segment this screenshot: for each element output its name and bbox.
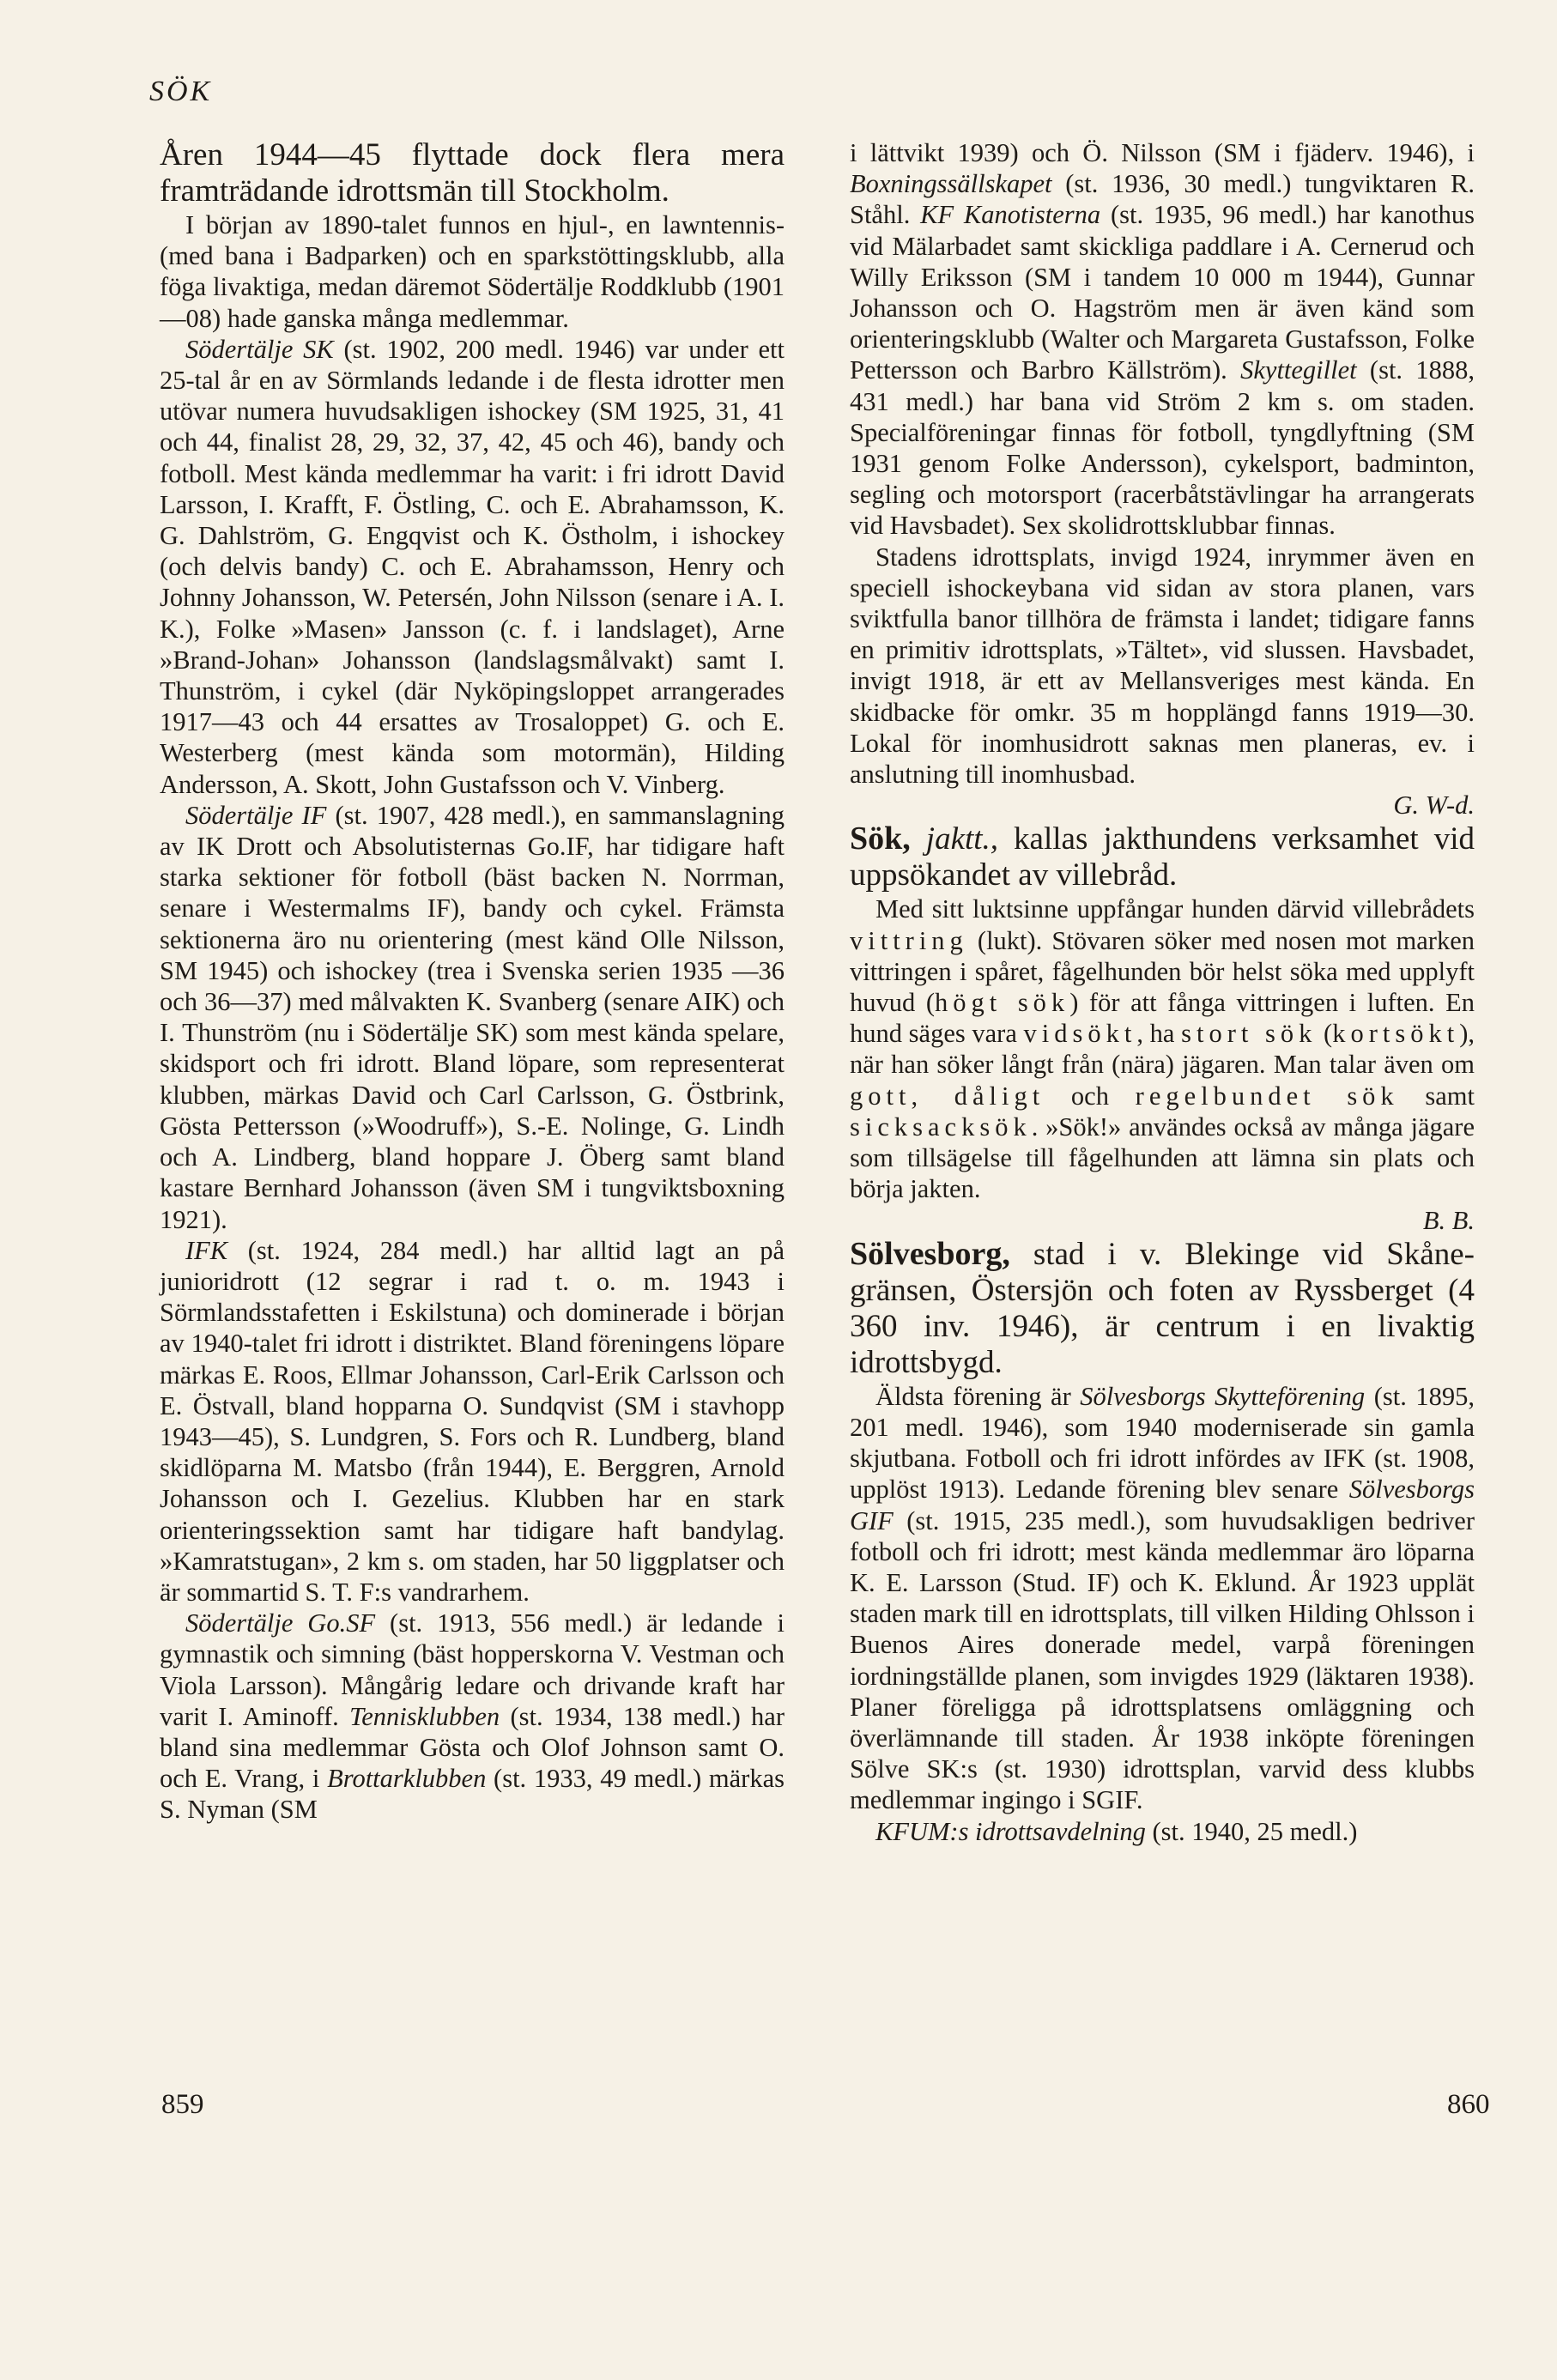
- club-name: Sölvesborgs GIF: [850, 1475, 1475, 1535]
- paragraph-sok: [850, 893, 1475, 1204]
- paragraph-early-clubs: I början av 1890-talet funnos en hjul-, en lawntennis- (med bana i Badparken) och en sparkstöttingsklubb, alla föga livaktiga, medan däremot Södertälje Roddklubb (1901—08) hade ganska många medlemmar.: [160, 210, 785, 333]
- paragraph-text: Med sitt luktsinne uppfångar hunden därvid villebrådets: [875, 894, 1475, 924]
- paragraph-gosf: [160, 1608, 785, 1825]
- paragraph-text: och: [1045, 1081, 1136, 1111]
- right-column: [850, 137, 1475, 1847]
- paragraph-ifk: [160, 1235, 785, 1608]
- club-name: IFK: [185, 1235, 228, 1265]
- author-signature: B. B.: [1422, 1205, 1475, 1235]
- spaced-term: vittring: [850, 925, 968, 955]
- paragraph-text: (st. 1888, 431 medl.) har bana vid Ström 2 km s. om staden. Specialföreningar finnas för fotboll, tyngdlyftning (SM 1931 genom Folke Andersson), cykelsport, badminton, segling och motorsport (racerbåtstävlingar ha arrangerats vid Havsbadet). Sex skolidrottsklubbar finnas.: [850, 355, 1475, 541]
- paragraph-text: (st. 1934, 138 medl.) har bland sina medlemmar Gösta och Olof Johnson samt O. och E. Vrang, i: [160, 1701, 785, 1794]
- paragraph-text: (st. 1907, 428 medl.), en sammanslagning av IK Drott och Absolutisternas Go.IF, har tidigare haft starka sektioner för fotboll (bäst backen N. Norrman, senare i Westermalms IF), bandy och cykel. Främsta sektionerna äro nu orientering (mest känd Olle Nilsson, SM 1945) och ishockey (trea i Svenska serien 1935 —36 och 36—37) med målvakten K. Svanberg (senare AIK) och I. Thunström (nu i Södertälje SK) som mest kända spelare, skidsport och fri idrott. Bland löpare, som representerat klubben, märkas David och Carl Carlsson, G. Östbrink, Gösta Pettersson (»Woodruff»), S.-E. Nolinge, G. Lindh och A. Lindberg, bland hoppare J. Öberg samt bland kastare Bernhard Johansson (även SM i tungviktsboxning 1921).: [160, 800, 785, 1234]
- spaced-term: gott, dåligt: [850, 1081, 1045, 1111]
- paragraph-text: i lättvikt 1939) och Ö. Nilsson (SM i fjäderv. 1946), i: [850, 138, 1475, 167]
- paragraph-text: (st. 1935, 96 medl.) har kanothus vid Mälarbadet samt skickliga paddlare i A. Cernerud och Willy Eriksson (SM i tandem 10 000 m 1944), Gunnar Johansson och O. Hagström men är även känd som orienteringsklubb (Walter och Margareta Gustafsson, Folke Pettersson och Barbro Källström).: [850, 200, 1475, 385]
- club-name: Tennisklubben: [349, 1701, 500, 1731]
- paragraph-text: (st. 1902, 200 medl. 1946) var under ett 25-tal år en av Sörmlands ledande i de flesta idrotter men utövar numera huvudsakligen ishockey (SM 1925, 31, 41 och 44, finalist 28, 29, 32, 37, 42, 45 och 46), bandy och fotboll. Mest kända medlemmar ha varit: i fri idrott David Larsson, I. Krafft, F. Östling, C. och E. Abrahamsson, K. G. Dahlström, G. Engqvist och K. Östholm, i ishockey (och delvis bandy) C. och E. Abrahamsson, Henry och Johnny Johansson, W. Petersén, John Nilsson (senare i A. I. K.), Folke »Masen» Jansson (c. f. i landslaget), Arne »Brand-Johan» Johansson (landslagsmålvakt) samt I. Thunström, i cykel (där Nyköpingsloppet arrangerades 1917—43 och 44 ersattes av Trosaloppet) G. och E. Westerberg (mest kända som motormän), Hilding Andersson, A. Skott, John Gustafsson och V. Vinberg.: [160, 334, 785, 799]
- paragraph-text: (st. 1924, 284 medl.) har alltid lagt an på junioridrott (12 segrar i rad t. o. m. 1943 i Sörmlandsstafetten i Eskilstuna) och dominerade i början av 1940-talet fri idrott i distriktet. Bland föreningens löpare märkas E. Roos, Ellmar Johansson, Carl-Erik Carlsson och E. Östvall, bland hopparna O. Sundqvist (SM i stavhopp 1943—45), S. Lundgren, S. Fors och R. Lundberg, bland skidlöparna M. Matsbo (från 1944), E. Berggren, Arnold Johansson och I. Gezelius. Klubben har en stark orienteringssektion samt har tidigare haft bandylag. »Kamratstugan», 2 km s. om staden, har 50 liggplatser och är sommartid S. T. F:s vandrarhem.: [160, 1235, 785, 1607]
- paragraph-text: (st. 1915, 235 medl.), som huvudsakligen bedriver fotboll och fri idrott; mest kända medlemmar äro löparna K. E. Larsson (Stud. IF) och K. Eklund. År 1923 upplät staden mark till en idrottsplats, till vilken Hilding Ohlsson i Buenos Aires donerade medel, varpå föreningen iordningställde planen, som invigdes 1929 (läktaren 1938). Planer föreligga på idrottsplatsens omläggning och överlämnande till staden. År 1938 inköpte föreningen Sölve SK:s (st. 1930) idrottsplan, varvid dess klubbs medlemmar ingingo i SGIF.: [850, 1505, 1475, 1815]
- spaced-term: sicksacksök: [850, 1111, 1032, 1142]
- club-name: Södertälje Go.SF: [185, 1608, 376, 1638]
- spaced-term: högt sök: [935, 988, 1070, 1018]
- left-column: [160, 137, 785, 1826]
- paragraph-text: . »Sök!» användes också av många jägare som tillsägelse till fågelhunden att lämna sin plats och börja jakten.: [850, 1111, 1475, 1204]
- subject-abbrev: jaktt.,: [910, 821, 999, 857]
- paragraph-text: ) för att fånga vittringen i luften. En hund säges vara: [850, 988, 1475, 1049]
- club-name: Södertälje IF: [185, 800, 327, 830]
- headword: Sölvesborg,: [850, 1235, 1010, 1272]
- intro-paragraph: Åren 1944—45 flyttade dock flera mera framträdande idrottsmän till Stockholm.: [160, 137, 785, 209]
- spaced-term: stort sök: [1181, 1019, 1318, 1049]
- paragraph-text: Äldsta förening är: [875, 1381, 1081, 1411]
- paragraph-sodertalje-if: [160, 800, 785, 1235]
- paragraph-text: (st. 1895, 201 medl. 1946), som 1940 moderniserade sin gamla skjutbana. Fotboll och fri idrott infördes av IFK (st. 1908, upplöst 1913). Ledande förening blev senare: [850, 1381, 1475, 1505]
- club-name: KF Kanotisterna: [920, 200, 1101, 230]
- paragraph-text: (st. 1913, 556 medl.) är ledande i gymnastik och simning (bäst hopperskorna V. Vestman och Viola Larsson). Mångårig ledare och drivande kraft har varit I. Aminoff.: [160, 1608, 785, 1731]
- entry-definition: kallas jakthundens verksamhet vid uppsökandet av villebråd.: [850, 821, 1475, 893]
- spaced-term: vidsökt: [1023, 1019, 1137, 1049]
- paragraph-text: (st. 1936, 30 medl.) tungviktaren R. Ståhl.: [850, 169, 1475, 230]
- paragraph-sodertalje-sk: [160, 334, 785, 800]
- club-name: Skyttegillet: [1240, 355, 1357, 385]
- paragraph-continued: [850, 137, 1475, 542]
- paragraph-text: , ha: [1136, 1019, 1182, 1049]
- club-name: KFUM:s idrottsavdelning: [875, 1816, 1146, 1846]
- entry-sok-heading: [850, 821, 1475, 893]
- paragraph-kfum: [850, 1816, 1475, 1847]
- headword: Sök,: [850, 821, 911, 857]
- paragraph-text: (lukt). Stövaren söker med nosen mot marken vittringen i spåret, fågelhunden bör helst söka med upplyft huvud (: [850, 925, 1475, 1018]
- club-name: Boxningssällskapet: [850, 169, 1052, 199]
- club-name: Brottarklubben: [327, 1764, 487, 1794]
- spaced-term: regelbundet sök: [1135, 1081, 1399, 1111]
- paragraph-text: (: [1317, 1019, 1333, 1049]
- paragraph-text: (st. 1933, 49 medl.) märkas S. Nyman (SM: [160, 1764, 785, 1825]
- paragraph-sports-grounds: Stadens idrottsplats, invigd 1924, inrymmer även en speciell ishockeybana vid sidan av stora planen, vars sviktfulla banor tillhöra de främsta i landet; tidigare fanns en primitiv idrottsplats, »Tältet», vid slussen. Havsbadet, invigt 1918, är ett av Mellansveriges mest kända. En skidbacke för omkr. 35 m hopplängd fanns 1919—30. Lokal för inomhusidrott saknas men planeras, ev. i anslutning till inomhusbad.: [850, 542, 1475, 790]
- club-name: Sölvesborgs Skytteförening: [1080, 1381, 1366, 1411]
- page-number-right: 860: [1447, 2089, 1490, 2120]
- paragraph-text: ), när han söker långt från (nära) jägaren. Man talar även om: [850, 1019, 1475, 1080]
- paragraph-solvesborg: [850, 1381, 1475, 1816]
- paragraph-text: (st. 1940, 25 medl.): [1145, 1816, 1358, 1846]
- paragraph-text: samt: [1398, 1081, 1475, 1111]
- page-number-left: 859: [161, 2089, 204, 2120]
- club-name: Södertälje SK: [185, 334, 334, 364]
- spaced-term: kortsökt: [1332, 1019, 1460, 1049]
- author-signature: G. W-d.: [1393, 790, 1475, 821]
- entry-solvesborg-heading: [850, 1236, 1475, 1381]
- entry-definition: stad i v. Blekinge vid Skåne-gränsen, Östersjön och foten av Ryssberget (4 360 inv. 1946), är centrum i en livaktig idrottsbygd.: [850, 1236, 1475, 1380]
- running-head: SÖK: [149, 76, 213, 107]
